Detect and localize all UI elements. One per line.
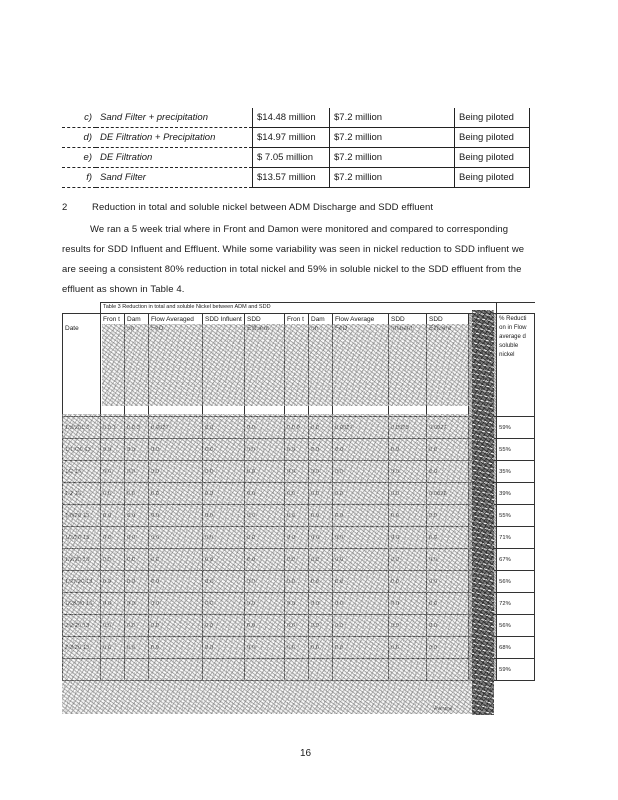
option-row: [62, 148, 530, 168]
option-letter: f): [62, 168, 96, 188]
option-letter: d): [62, 128, 96, 148]
option-row: [62, 168, 530, 188]
option-letter: e): [62, 148, 96, 168]
option-name: DE Filtration + Precipitation: [96, 128, 253, 148]
page-number: 16: [300, 748, 312, 759]
section-heading: [62, 198, 433, 218]
header-flow-avg-2: Flow Average: [333, 314, 389, 417]
option-capital-cost: $13.57 million: [253, 168, 330, 188]
option-status: Being piloted: [455, 128, 530, 148]
cell-pct-reduction: 35%: [497, 461, 535, 483]
option-capital-cost: $14.97 million: [253, 128, 330, 148]
option-status: Being piloted: [455, 108, 530, 128]
header-front-2: Fron t: [285, 314, 309, 417]
cell-pct-reduction: 72%: [497, 593, 535, 615]
section-number: 2: [62, 202, 68, 213]
scan-noise: [102, 324, 482, 406]
option-row: [62, 128, 530, 148]
header-front: Fron t: [101, 314, 125, 417]
footer-pct: 59%: [497, 659, 535, 681]
option-name: Sand Filter + precipitation: [96, 108, 253, 128]
options-cost-table: [62, 108, 530, 188]
table-caption: Table 3 Reduction in total and soluble Nickel between ADM and SDD: [101, 303, 497, 314]
option-name: DE Filtration: [96, 148, 253, 168]
header-damon: Dam: [125, 314, 149, 417]
nickel-reduction-table-region: [62, 302, 534, 714]
scan-noise: [472, 310, 494, 715]
cell-pct-reduction: 68%: [497, 637, 535, 659]
cell-pct-reduction: 56%: [497, 615, 535, 637]
cell-pct-reduction: 39%: [497, 483, 535, 505]
options-table-body: [62, 108, 530, 188]
header-sdd-influent: SDD Influent: [203, 314, 245, 417]
cell-pct-reduction: 71%: [497, 527, 535, 549]
option-status: Being piloted: [455, 148, 530, 168]
cell-pct-reduction: 56%: [497, 571, 535, 593]
cell-pct-reduction: 55%: [497, 505, 535, 527]
option-name: Sand Filter: [96, 168, 253, 188]
option-letter: c): [62, 108, 96, 128]
cell-pct-reduction: 67%: [497, 549, 535, 571]
cell-pct-reduction: 55%: [497, 439, 535, 461]
header-pct-reduction: % Reducti on in Flow average d soluble nickel: [497, 314, 535, 417]
option-capital-cost: $ 7.05 million: [253, 148, 330, 168]
option-status: Being piloted: [455, 168, 530, 188]
header-sdd-effluent-2: SDD: [427, 314, 469, 417]
section-paragraph: We ran a 5 week trial where in Front and Damon were monitored and compared to corresponding results for SDD Influent and Effluent. While some variability was seen in nickel reduction to SDD influent we are seeing a consistent 80% reduction in total nickel and 59% in soluble nickel to the SDD effluent from the effluent as shown in Table 4.: [62, 224, 525, 295]
option-annual-cost: $7.2 million: [330, 148, 455, 168]
option-annual-cost: $7.2 million: [330, 108, 455, 128]
table-caption-row: [63, 303, 535, 314]
option-annual-cost: $7.2 million: [330, 168, 455, 188]
header-date: Date: [63, 314, 101, 417]
option-row: [62, 108, 530, 128]
header-sdd-influent-2: SDD: [389, 314, 427, 417]
option-annual-cost: $7.2 million: [330, 128, 455, 148]
header-damon-2: Dam: [309, 314, 333, 417]
header-flow-avg: Flow Averaged: [149, 314, 203, 417]
header-sdd-effluent: SDD: [245, 314, 285, 417]
option-capital-cost: $14.48 million: [253, 108, 330, 128]
scan-noise: [62, 414, 492, 714]
cell-pct-reduction: 59%: [497, 417, 535, 439]
section-heading-text: Reduction in total and soluble nickel between ADM Discharge and SDD effluent: [92, 202, 434, 213]
